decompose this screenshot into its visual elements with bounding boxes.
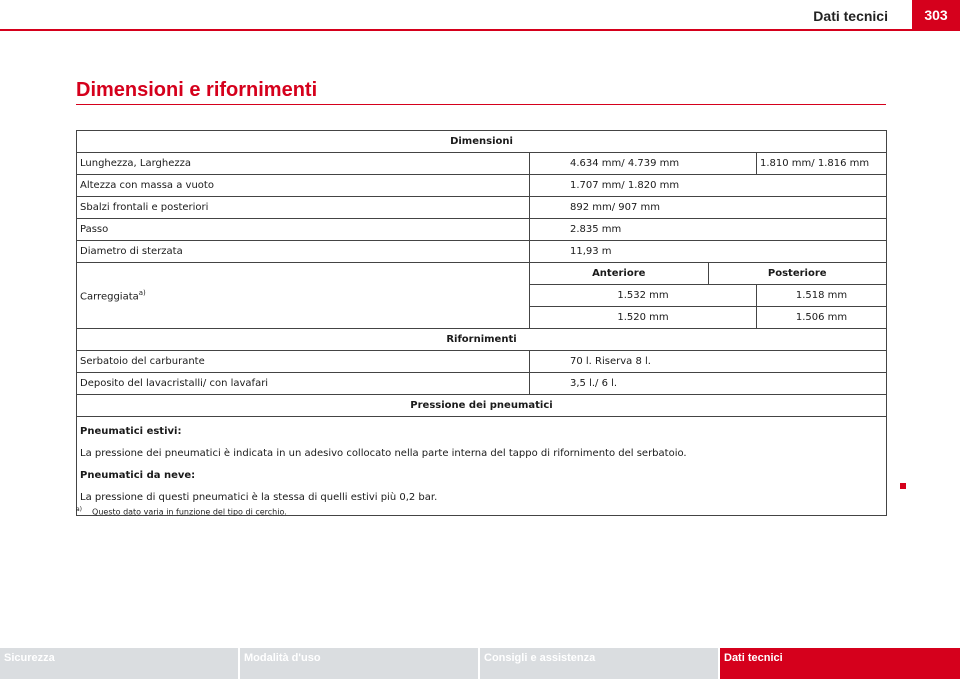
carreggiata-ant-1: 1.532 mm [530,285,757,307]
serbatoio-value: 70 l. Riserva 8 l. [530,351,887,373]
footnote-mark: a) [76,506,83,513]
pressione-heading: Pressione dei pneumatici [77,395,887,417]
sbalzi-label: Sbalzi frontali e posteriori [77,197,530,219]
carreggiata-subtable-cell [530,263,887,285]
anteriore-header: Anteriore [530,263,708,284]
carreggiata-post-1: 1.518 mm [757,285,887,307]
table-row [77,175,887,197]
footer-tab-modalita-uso[interactable]: Modalità d'uso [240,648,478,679]
section-title: Dimensioni e rifornimenti [76,79,318,101]
lavacristalli-label: Deposito del lavacristalli/ con lavafari [77,373,530,395]
footnote-text: Questo dato varia in funzione del tipo di cerchio. [92,507,287,517]
sbalzi-value: 892 mm/ 907 mm [530,197,887,219]
footnote-ref: a) [138,288,146,297]
running-header-title: Dati tecnici [813,8,888,24]
table-row [77,241,887,263]
neve-text: La pressione di questi pneumatici è la stessa di quelli estivi più 0,2 bar. [80,492,438,503]
table-row [77,131,887,153]
carreggiata-ant-2: 1.520 mm [530,307,757,329]
table-row [77,351,887,373]
dimensioni-heading: Dimensioni [77,131,887,153]
table-row [77,153,887,175]
passo-label: Passo [77,219,530,241]
larghezza-value: 1.810 mm/ 1.816 mm [757,153,887,175]
table-row [77,219,887,241]
footer-nav [0,648,960,679]
table-row [77,373,887,395]
lunghezza-label: Lunghezza, Larghezza [77,153,530,175]
footnote [76,506,287,517]
posteriore-header: Posteriore [767,268,827,279]
table-row [77,417,887,516]
estivi-title: Pneumatici estivi: [80,426,182,437]
carreggiata-post-2: 1.506 mm [757,307,887,329]
carreggiata-label [77,263,530,329]
specs-table [76,130,887,516]
section-end-marker [900,483,906,489]
altezza-value: 1.707 mm/ 1.820 mm [530,175,887,197]
section-divider [76,104,886,105]
passo-value: 2.835 mm [530,219,887,241]
table-row [530,263,886,284]
page-number: 303 [912,0,960,30]
carreggiata-subtable [530,263,886,284]
footer-tab-consigli[interactable]: Consigli e assistenza [480,648,718,679]
neve-title: Pneumatici da neve: [80,470,196,481]
pressione-text-cell [77,417,887,516]
table-row [77,329,887,351]
footer-tab-sicurezza[interactable]: Sicurezza [0,648,238,679]
diametro-value: 11,93 m [530,241,887,263]
lavacristalli-value: 3,5 l./ 6 l. [530,373,887,395]
estivi-text: La pressione dei pneumatici è indicata in un adesivo collocato nella parte interna del tappo di rifornimento del serbatoio. [80,448,687,459]
lunghezza-value: 4.634 mm/ 4.739 mm [530,153,757,175]
table-row [77,197,887,219]
serbatoio-label: Serbatoio del carburante [77,351,530,373]
diametro-label: Diametro di sterzata [77,241,530,263]
footer-tab-dati-tecnici[interactable]: Dati tecnici [720,648,960,679]
table-row [77,395,887,417]
rifornimenti-heading: Rifornimenti [77,329,887,351]
table-row [77,263,887,285]
altezza-label: Altezza con massa a vuoto [77,175,530,197]
carreggiata-text: Carreggiata [80,291,139,303]
header-divider [0,29,960,31]
